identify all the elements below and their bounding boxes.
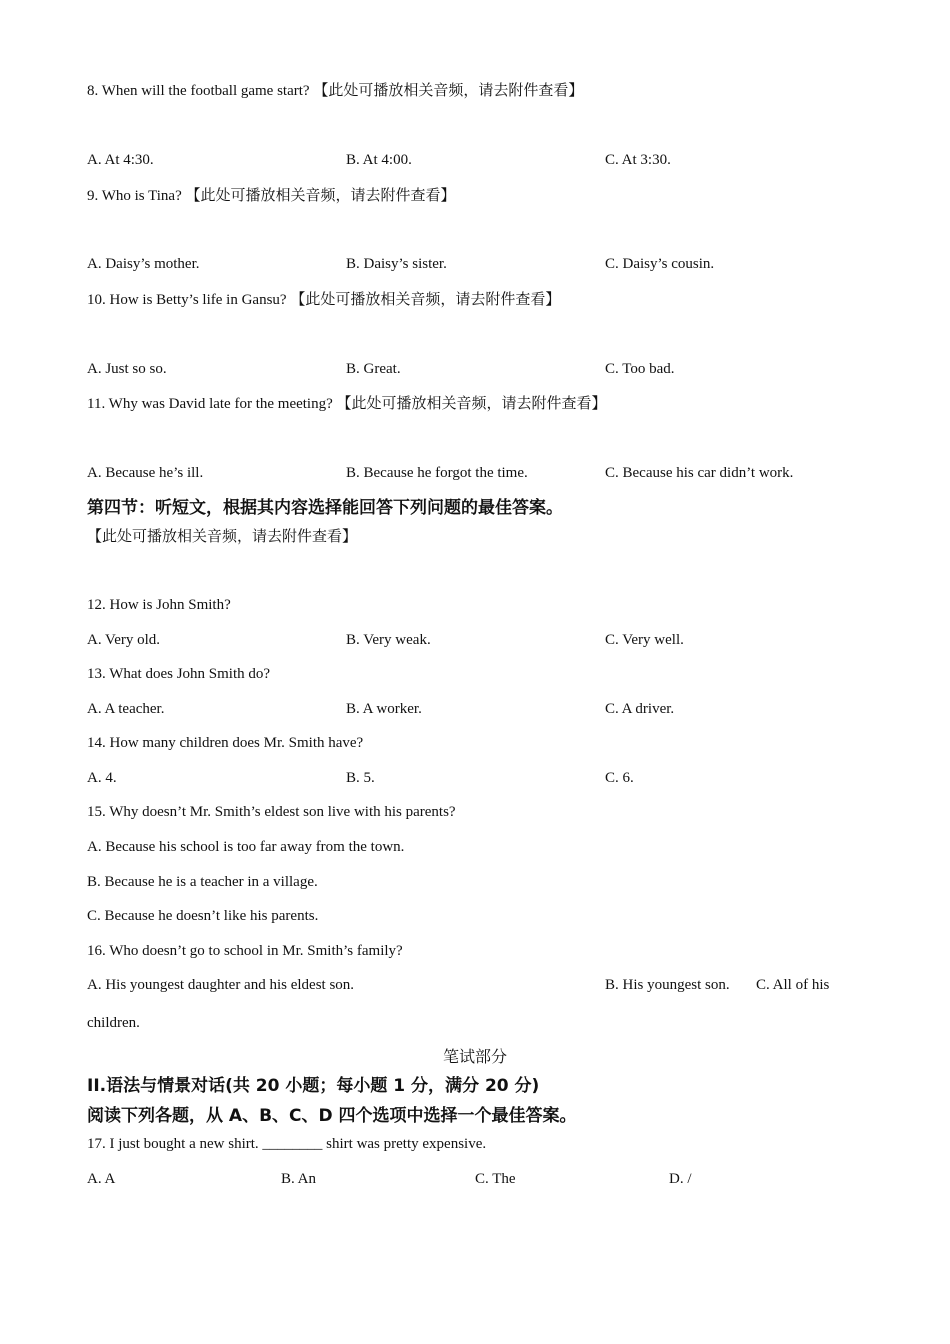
written-part-title: 笔试部分: [442, 1047, 507, 1066]
option-c: C. Too bad.: [605, 361, 675, 377]
option-c: C. Because he doesn’t like his parents.: [87, 908, 319, 924]
option-c: C. All of his: [756, 977, 830, 993]
audio-note[interactable]: 【此处可播放相关音频，请去附件查看】: [87, 527, 358, 545]
option-a: A. Just so so.: [87, 361, 167, 377]
question-text: 9. Who is Tina?: [87, 188, 182, 204]
option-c: C. A driver.: [605, 701, 675, 717]
option-a: A. Because his school is too far away from the town.: [87, 839, 405, 855]
question-13: 13. What does John Smith do?: [87, 666, 271, 682]
question-text: 11. Why was David late for the meeting?: [87, 396, 333, 412]
audio-note[interactable]: 【此处可播放相关音频，请去附件查看】: [185, 186, 456, 204]
option-c: C. Daisy’s cousin.: [605, 256, 715, 272]
question-text: 10. How is Betty’s life in Gansu?: [87, 292, 287, 308]
option-a: A. A teacher.: [87, 701, 165, 717]
option-b: B. Great.: [346, 361, 401, 377]
option-c-continuation: children.: [87, 1015, 140, 1031]
option-b: B. Daisy’s sister.: [346, 256, 447, 272]
question-17: 17. I just bought a new shirt. ________ shirt was pretty expensive.: [87, 1136, 487, 1152]
option-a: A. Very old.: [87, 632, 161, 648]
question-16: 16. Who doesn’t go to school in Mr. Smith’s family?: [87, 943, 403, 959]
question-10: [87, 289, 560, 310]
option-a: A. A: [87, 1171, 116, 1187]
option-a: A. Daisy’s mother.: [87, 256, 200, 272]
option-b: B. A worker.: [346, 701, 422, 717]
option-b: B. Very weak.: [346, 632, 431, 648]
option-a: A. His youngest daughter and his eldest son.: [87, 977, 355, 993]
question-11: [87, 393, 607, 414]
option-c: C. At 3:30.: [605, 152, 671, 168]
option-d: D. /: [669, 1171, 692, 1187]
question-15: 15. Why doesn’t Mr. Smith’s eldest son live with his parents?: [87, 804, 456, 820]
question-12: 12. How is John Smith?: [87, 597, 231, 613]
option-a: A. At 4:30.: [87, 152, 154, 168]
option-b: B. Because he is a teacher in a village.: [87, 874, 318, 890]
audio-note[interactable]: 【此处可播放相关音频，请去附件查看】: [290, 290, 561, 308]
question-14: 14. How many children does Mr. Smith have?: [87, 735, 364, 751]
option-b: B. An: [281, 1171, 317, 1187]
audio-note[interactable]: 【此处可播放相关音频，请去附件查看】: [336, 394, 607, 412]
section-heading: 第四节：听短文，根据其内容选择能回答下列问题的最佳答案。: [87, 498, 563, 518]
audio-note[interactable]: 【此处可播放相关音频，请去附件查看】: [313, 81, 584, 99]
option-c: C. Very well.: [605, 632, 684, 648]
option-b: B. His youngest son.: [605, 977, 730, 993]
option-b: B. 5.: [346, 770, 375, 786]
option-b: B. Because he forgot the time.: [346, 465, 528, 481]
option-c: C. The: [475, 1171, 516, 1187]
option-b: B. At 4:00.: [346, 152, 412, 168]
part-2-heading: II.语法与情景对话(共 20 小题；每小题 1 分，满分 20 分): [87, 1076, 540, 1096]
option-c: C. 6.: [605, 770, 634, 786]
instruction-heading: 阅读下列各题，从 A、B、C、D 四个选项中选择一个最佳答案。: [87, 1106, 577, 1126]
question-9: [87, 185, 456, 206]
option-a: A. 4.: [87, 770, 117, 786]
question-text: 8. When will the football game start?: [87, 83, 310, 99]
option-c: C. Because his car didn’t work.: [605, 465, 794, 481]
question-8: [87, 80, 583, 101]
option-a: A. Because he’s ill.: [87, 465, 204, 481]
